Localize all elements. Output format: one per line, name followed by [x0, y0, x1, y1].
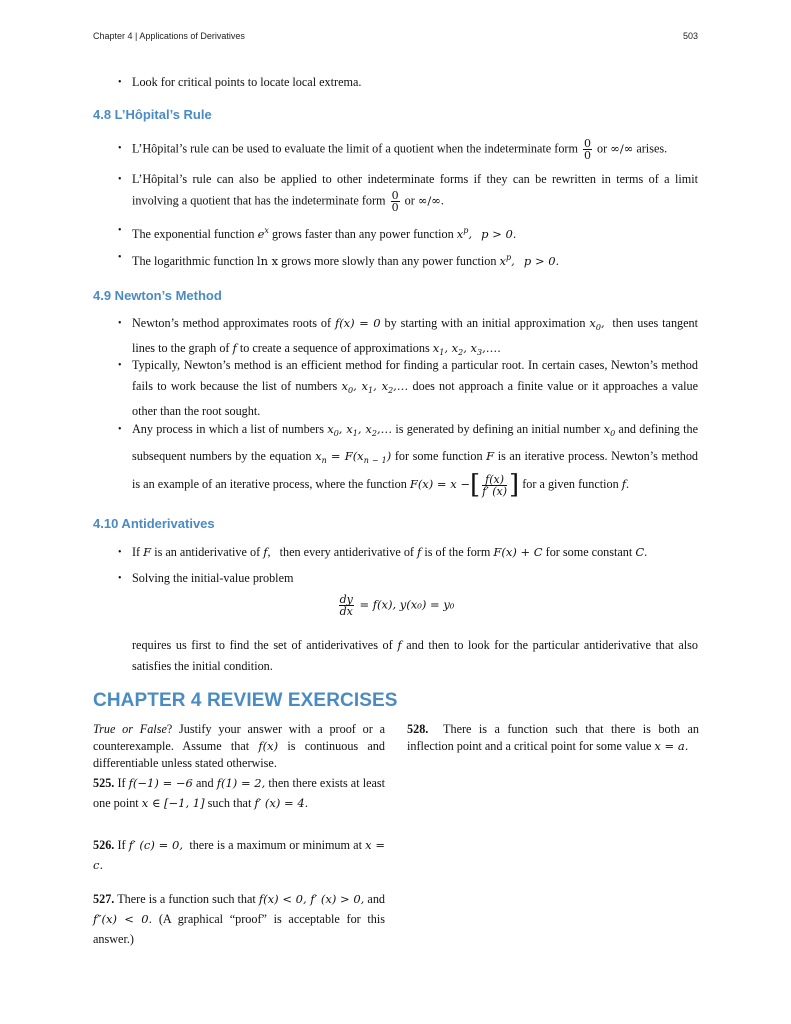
list-item: • Any process in which a list of numbers $x_0$, $x_1$, $x_2,\dots$ is generated by defining an initial number $x_0$ and defining the subsequent numbers by the equation $x_n = F(x_{n - 1})$ for some function F is an iterative process. Newton’s method is an example of an iterative process, where the function F(x) = x −[ $\frac{f(x)}{f' (x)}$ ] for a given function f.	[118, 418, 698, 498]
page-number: 503	[682, 31, 698, 41]
review-right-column	[407, 721, 699, 755]
bullet-icon: •	[118, 360, 122, 371]
list-item: • The logarithmic function ln x grows more slowly than any power function $x^p$, p > 0.	[118, 247, 698, 272]
section-title-newton: 4.9 Newton’s Method	[93, 288, 222, 303]
bullet-icon: •	[118, 573, 122, 584]
list-item: • L’Hôpital’s rule can also be applied to other indeterminate forms if they can be rewritten in terms of a limit involving a quotient that has the indeterminate form $\frac{0}{0}$ or ∞/∞.	[118, 169, 698, 213]
exercise-527: 527. There is a function such that f(x) < 0, f′ (x) > 0, and f″(x) < 0. (A graphical “proof” is acceptable for this answer.)	[93, 892, 386, 946]
chapter-title: Chapter 4 | Applications of Derivatives	[93, 31, 245, 41]
bullet-icon: •	[118, 143, 122, 154]
exercise-528: 528. There is a function such that there is both an inflection point and a critical point for some value x = a.	[407, 722, 700, 753]
review-intro: True or False? Justify your answer with a proof or a counterexample. Assume that f(x) is continuous and differentiable unless stated otherwise.	[93, 722, 386, 770]
section-title-lhopital: 4.8 L’Hôpital’s Rule	[93, 107, 212, 122]
list-item: • The exponential function $e^x$ grows faster than any power function $x^p$, p > 0.	[118, 220, 698, 245]
bullet-icon: •	[118, 252, 122, 263]
bullet-icon: •	[118, 225, 122, 236]
section-title-antiderivatives: 4.10 Antiderivatives	[93, 516, 215, 531]
list-item: • Typically, Newton’s method is an efficient method for finding a particular root. In certain cases, Newton’s method fails to work because the list of numbers $x_0$, $x_1$, $x_2,\dots$ does not approach a finite value or it approaches a value other than the root sought.	[118, 355, 698, 422]
newton-fraction: $\frac{f(x)}{f' (x)}$	[482, 472, 508, 498]
paragraph: requires us first to find the set of antiderivatives of f and then to look for the particular antiderivative that also satisfies the initial condition.	[132, 638, 699, 673]
review-title: CHAPTER 4 REVIEW EXERCISES	[93, 690, 398, 711]
page-header	[93, 31, 698, 45]
zero-over-zero: $\frac{0}{0}$	[584, 137, 591, 162]
initial-value-equation: $\frac{dy}{dx}$ = f(x), y(x₀) = y₀	[339, 593, 455, 618]
zero-over-zero: $\frac{0}{0}$	[391, 189, 399, 214]
list-item: • Newton’s method approximates roots of f(x) = 0 by starting with an initial approximation $x_0$, then uses tangent lines to the graph of f to create a sequence of approximations $x_1$, $x_2$, $x_3,\dots$.	[118, 313, 698, 363]
list-item: • L’Hôpital’s rule can be used to evaluate the limit of a quotient when the indeterminate form $\frac{0}{0}$ or ∞/∞ arises.	[118, 137, 668, 162]
bullet-icon: •	[118, 318, 122, 329]
bullet-icon: •	[118, 174, 122, 185]
list-item: • If F is an antiderivative of f, then every antiderivative of f is of the form F(x) + C for some constant C.	[118, 542, 698, 563]
bullet-icon: •	[118, 77, 122, 88]
list-item: • Solving the initial-value problem	[118, 568, 698, 589]
review-left-column	[93, 721, 385, 949]
bullet-icon: •	[118, 424, 122, 435]
exercise-526: 526. If f′ (c) = 0, there is a maximum or minimum at x = c.	[93, 838, 386, 872]
list-item: • Look for critical points to locate local extrema.	[118, 72, 698, 93]
exercise-525: 525. If f(−1) = −6 and f(1) = 2, then there exists at least one point x ∈ [−1, 1] such that f′ (x) = 4.	[93, 776, 386, 810]
bullet-icon: •	[118, 547, 122, 558]
